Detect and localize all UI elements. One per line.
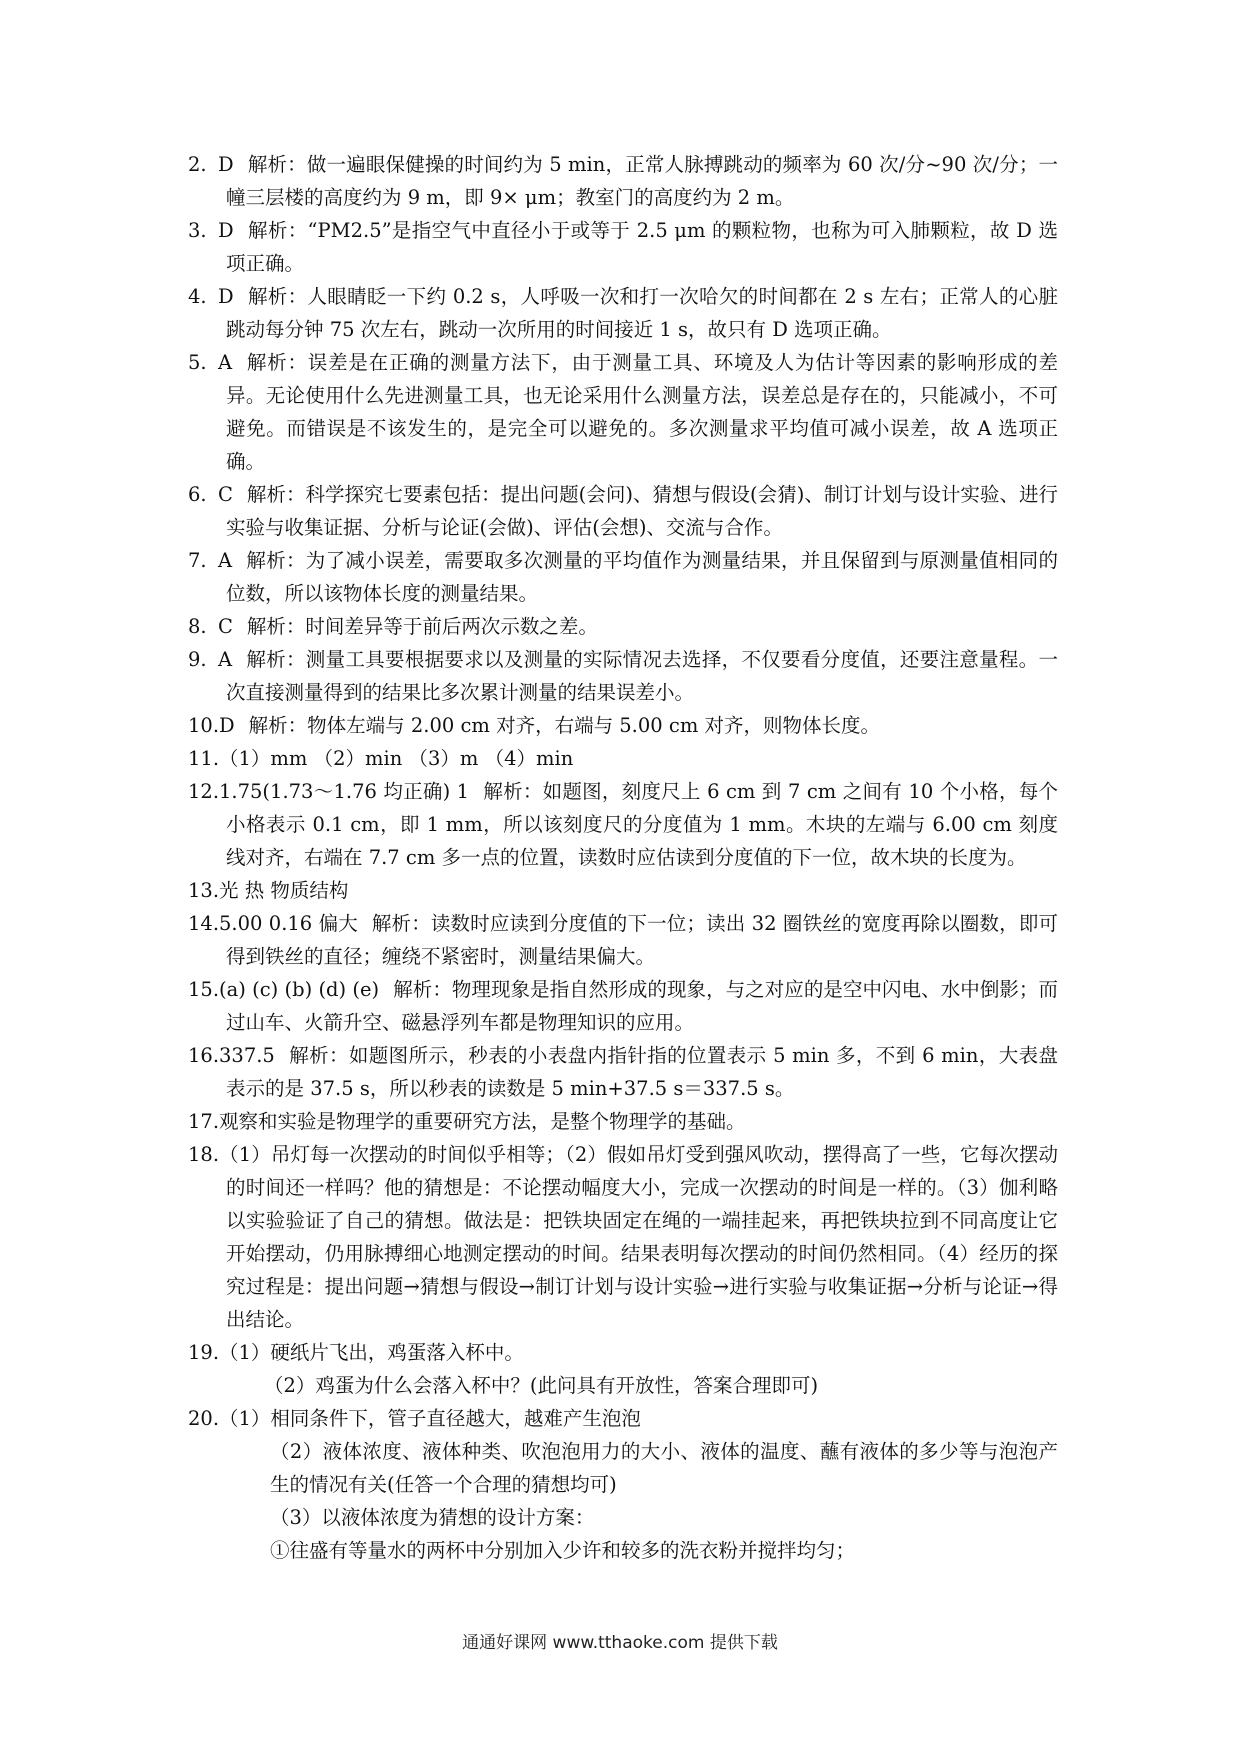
answer-item-9 [188, 643, 1058, 709]
item-explanation: 解析：科学探究七要素包括：提出问题(会问)、猜想与假设(会猜)、制订计划与设计实验、进行实验与收集证据、分析与论证(会做)、评估(会想)、交流与合作。 [226, 483, 1058, 539]
item-explanation: 解析：如题图所示，秒表的小表盘内指针指的位置表示 5 min 多，不到 6 min，大表盘表示的是 37.5 s，所以秒表的读数是 5 min+37.5 s＝337.5 s。 [226, 1044, 1058, 1100]
answer-item-10 [188, 709, 1058, 742]
item-explanation: 解析：人眼睛眨一下约 0.2 s，人呼吸一次和打一次哈欠的时间都在 2 s 左右；正常人的心脏跳动每分钟 75 次左右，跳动一次所用的时间接近 1 s，故只有 D 选项正确。 [226, 285, 1058, 341]
item-number: 16. [188, 1044, 220, 1067]
item-number: 12. [188, 780, 220, 803]
item-explanation: 解析：测量工具要根据要求以及测量的实际情况去选择，不仅要看分度值，还要注意量程。一次直接测量得到的结果比多次累计测量的结果误差小。 [226, 648, 1058, 704]
answer-item-7 [188, 544, 1058, 610]
item-explanation: 解析：物理现象是指自然形成的现象，与之对应的是空中闪电、水中倒影；而过山车、火箭升空、磁悬浮列车都是物理知识的应用。 [226, 978, 1058, 1034]
answer-list [188, 148, 1058, 1567]
item-answer: 1.75(1.73～1.76 均正确) 1 [219, 780, 470, 803]
item-line-2: （2）液体浓度、液体种类、吹泡泡用力的大小、液体的温度、蘸有液体的多少等与泡泡产生的情况有关(任答一个合理的猜想均可) [270, 1440, 1058, 1496]
page-footer: 通通好课网 www.tthaoke.com 提供下载 [462, 1633, 778, 1653]
answer-item-18 [188, 1138, 1058, 1336]
answer-item-8 [188, 610, 1058, 643]
item-explanation: 解析：“PM2.5”是指空气中直径小于或等于 2.5 μm 的颗粒物，也称为可入肺颗粒，故 D 选项正确。 [226, 219, 1058, 275]
item-answer: D [218, 153, 234, 176]
item-number: 6. [188, 483, 207, 506]
answer-item-6 [188, 478, 1058, 544]
answer-item-15 [188, 973, 1058, 1039]
item-answer: 5.00 0.16 偏大 [219, 912, 358, 935]
answer-item-13 [188, 874, 1058, 907]
item-number: 7. [188, 549, 207, 572]
item-number: 3. [188, 219, 207, 242]
item-number: 5. [188, 351, 207, 374]
answer-item-17 [188, 1105, 1058, 1138]
item-explanation: （1）mm （2）min （3）m （4）min [219, 747, 574, 770]
item-number: 15. [188, 978, 220, 1001]
item-line-1: （1）相同条件下，管子直径越大，越难产生泡泡 [219, 1407, 641, 1430]
item-number: 13. [188, 879, 220, 902]
item-answer: A [218, 351, 233, 374]
item-answer: A [218, 549, 233, 572]
answer-item-3 [188, 214, 1058, 280]
item-line-1: （1）硬纸片飞出，鸡蛋落入杯中。 [219, 1341, 524, 1364]
item-explanation: 解析：做一遍眼保健操的时间约为 5 min，正常人脉搏跳动的频率为 60 次/分~90 次/分；一幢三层楼的高度约为 9 m，即 9× μm；教室门的高度约为 2 m。 [226, 153, 1058, 209]
item-answer: A [218, 648, 233, 671]
item-number: 8. [188, 615, 207, 638]
item-number: 17. [188, 1110, 220, 1133]
item-answer: C [218, 615, 233, 638]
answer-item-11 [188, 742, 1058, 775]
item-explanation: 解析：误差是在正确的测量方法下，由于测量工具、环境及人为估计等因素的影响形成的差异。无论使用什么先进测量工具，也无论采用什么测量方法，误差总是存在的，只能减小，不可避免。而错误是不该发生的，是完全可以避免的。多次测量求平均值可减小误差，故 A 选项正确。 [226, 351, 1058, 473]
item-explanation: 解析：物体左端与 2.00 cm 对齐，右端与 5.00 cm 对齐，则物体长度。 [248, 714, 881, 737]
answer-item-19 [188, 1336, 1058, 1402]
item-number: 9. [188, 648, 207, 671]
item-answer: D [219, 714, 235, 737]
item-number: 14. [188, 912, 220, 935]
item-explanation: 解析：读数时应读到分度值的下一位；读出 32 圈铁丝的宽度再除以圈数，即可得到铁丝的直径；缠绕不紧密时，测量结果偏大。 [226, 912, 1058, 968]
item-line-4: ①往盛有等量水的两杯中分别加入少许和较多的洗衣粉并搅拌均匀； [270, 1539, 856, 1562]
item-number: 10. [188, 714, 220, 737]
item-explanation: 观察和实验是物理学的重要研究方法，是整个物理学的基础。 [219, 1110, 746, 1133]
answer-item-16 [188, 1039, 1058, 1105]
item-explanation: 光 热 物质结构 [219, 879, 349, 902]
item-answer: C [218, 483, 233, 506]
answer-item-2 [188, 148, 1058, 214]
item-line-2: （2）鸡蛋为什么会落入杯中？(此问具有开放性，答案合理即可) [264, 1374, 819, 1397]
item-number: 11. [188, 747, 220, 770]
item-answer: (a) (c) (b) (d) (e) [219, 978, 380, 1001]
item-number: 20. [188, 1407, 220, 1430]
item-explanation: 解析：如题图，刻度尺上 6 cm 到 7 cm 之间有 10 个小格，每个小格表示 0.1 cm，即 1 mm，所以该刻度尺的分度值为 1 mm。木块的左端与 6.00 cm 刻度线对齐，右端在 7.7 cm 多一点的位置，读数时应估读到分度值的下一位，故木块的长度为。 [226, 780, 1058, 869]
item-line-3: （3）以液体浓度为猜想的设计方案： [270, 1506, 595, 1529]
answer-item-20 [188, 1402, 1058, 1567]
item-explanation: （1）吊灯每一次摆动的时间似乎相等；（2）假如吊灯受到强风吹动，摆得高了一些，它每次摆动的时间还一样吗？他的猜想是：不论摆动幅度大小，完成一次摆动的时间是一样的。（3）伽利略以实验验证了自己的猜想。做法是：把铁块固定在绳的一端挂起来，再把铁块拉到不同高度让它开始摆动，仍用脉搏细心地测定摆动的时间。结果表明每次摆动的时间仍然相同。（4）经历的探究过程是：提出问题→猜想与假设→制订计划与设计实验→进行实验与收集证据→分析与论证→得出结论。 [219, 1143, 1058, 1331]
answer-item-12 [188, 775, 1058, 874]
item-number: 19. [188, 1341, 220, 1364]
item-number: 18. [188, 1143, 220, 1166]
item-answer: 337.5 [219, 1044, 275, 1067]
item-explanation: 解析：为了减小误差，需要取多次测量的平均值作为测量结果，并且保留到与原测量值相同的位数，所以该物体长度的测量结果。 [226, 549, 1058, 605]
answer-item-14 [188, 907, 1058, 973]
item-number: 2. [188, 153, 207, 176]
item-answer: D [218, 219, 234, 242]
item-answer: D [218, 285, 234, 308]
item-explanation: 解析：时间差异等于前后两次示数之差。 [246, 615, 598, 638]
item-number: 4. [188, 285, 207, 308]
answer-item-4 [188, 280, 1058, 346]
answer-item-5 [188, 346, 1058, 478]
